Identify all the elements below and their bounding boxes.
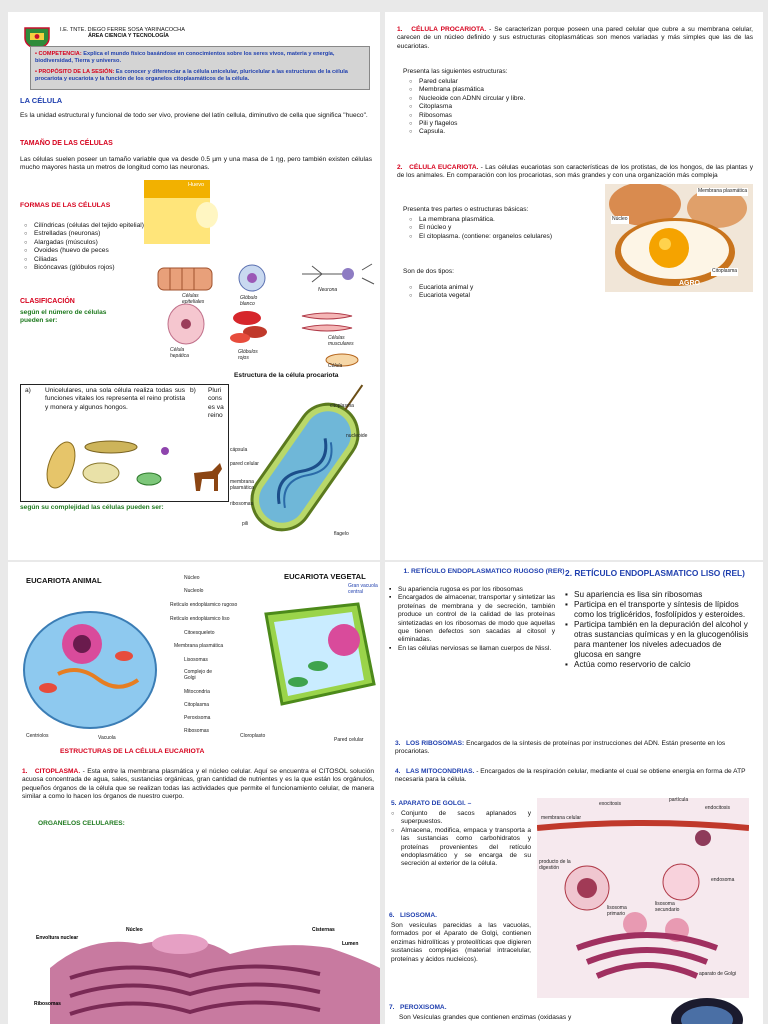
mitocondrias-section — [395, 768, 755, 785]
label-aparato-golgi: aparato de Golgi — [699, 971, 736, 977]
intro-text: Es la unidad estructural y funcional de todo ser vivo, proviene del latín cellula, diminutivo de cella que significa "hueco". — [20, 112, 368, 119]
mitocondrias-text: - Encargados de la respiración celular, mediante el cual se obtiene energía en forma de ATP necesaria para la célula. — [395, 768, 746, 784]
list-item: ▪ Encargados de almacenar, transportar y sintetizar las proteínas de membrana y de secreción, también produce un control de la calidad de las proteínas sintetizadas en los ribosomas de modo que aquellas que tienen defectos son sacadas al citosol y eliminadas. — [389, 594, 555, 644]
multicellular-box — [188, 384, 229, 502]
list-item: ○ Nucleoide con ADNN circular y libre. — [409, 95, 609, 103]
egg-photo — [605, 184, 753, 292]
size-text: Las células suelen poseer un tamaño variable que va desde 0.5 µm y una masa de 1 ηg, pero también existen células mucho mayores hasta un metros de longitud como las neuronas. — [20, 156, 372, 172]
eucariota-list — [409, 216, 589, 241]
list-item: ○ Ribosomas — [409, 112, 609, 120]
list-item: ○ Pared celular — [409, 78, 609, 86]
citoplasma-title: CITOPLASMA. — [34, 768, 81, 775]
label-gran-vacuola: Gran vacuola central — [348, 583, 378, 595]
label-membrana: membrana plasmática — [230, 479, 254, 491]
egg-label-citoplasma: Citoplasma — [712, 268, 738, 274]
list-item: ○ Eucariota animal y — [409, 284, 569, 292]
page-3 — [8, 562, 380, 1024]
label-lisosoma-prim: lisosoma primario — [607, 905, 627, 917]
list-item: ○ Ciliadas — [24, 256, 274, 264]
label-endocitosis: endocitosis — [705, 805, 731, 811]
list-item: ▪ Participa también en la depuración del alcohol y otras sustancias químicas y en la glucogenólisis para mantener los niveles adecuados de glucosa en sangre — [565, 620, 751, 660]
label-mitocondria: Mitocondria — [184, 689, 210, 695]
label-ribosomas: Ribosomas — [184, 728, 210, 734]
competencia-label: COMPETENCIA: — [38, 51, 82, 57]
label-cloroplasto: Cloroplasto — [240, 733, 266, 739]
eucariota-title: CÉLULA EUCARIOTA. — [409, 164, 479, 171]
label-vacuola: Vacuola — [98, 735, 116, 741]
list-item: ○ Ovoides (huevo de peces — [24, 247, 274, 255]
unicellular-box — [20, 384, 190, 502]
golgi-section — [391, 800, 535, 808]
label-pili: pili — [242, 521, 249, 527]
label-citoplasma: citoplasma — [330, 403, 354, 409]
multicellular-text: Pluri cons es va reino — [208, 387, 224, 420]
list-item: ○ El citoplasma. (contiene: organelos celulares) — [409, 233, 589, 241]
label-ribosomas: ribosomas — [230, 501, 254, 507]
label-flagelo: flagelo — [334, 531, 349, 537]
citoplasma-text: - Esta entre la membrana plasmática y el núcleo celular. Aquí se encuentra el CITOSOL solución acuosa concentrada de agua, sales, sustancias orgánicas, gran cantidad de nutrientes y es la que están los orgánulos, pequeños órganos de la célula que se realizan todas las actividades que permite el funcionamiento celular, de manera similar a como lo hacen los órganos de nuestro cuerpo. — [22, 768, 374, 801]
list-item: ○ Almacena, modifica, empaca y transporta a las sustancias como carbohidratos y proteínas provenientes del retículo endoplasmático y se encarga de su secreción al exterior de la célula. — [391, 827, 531, 869]
label-rel: Retículo endoplásmico liso — [170, 616, 230, 622]
label-pared: pared celular — [230, 461, 259, 467]
label-nucleo-er: Núcleo — [126, 927, 143, 933]
label-nucleoide: nucleoide — [346, 433, 368, 439]
list-item: ▪ Actúa como reservorio de calcio — [565, 660, 751, 670]
page-4 — [385, 562, 763, 1024]
eucariota-types-lead: Son de dos tipos: — [403, 268, 454, 275]
list-item: ▪ Su apariencia es lisa sin ribosomas — [565, 590, 751, 600]
label-capsula: cápsula — [230, 447, 248, 453]
procariota-figure — [230, 382, 380, 552]
list-item: ○ El núcleo y — [409, 224, 589, 232]
objectives-box — [30, 46, 370, 90]
peroxisoma-section — [389, 1004, 649, 1012]
eucariota-text: - Las células eucariotas son características de los protistas, de los hongos, de las plantas y de los animales. En comparación con los procariotas, son más grandes y con una organización más compleja — [397, 164, 753, 180]
estructuras-title: ESTRUCTURAS DE LA CÉLULA EUCARIOTA — [60, 748, 205, 755]
ribosomas-section — [395, 740, 755, 757]
peroxisoma-text: Son Vesículas grandes que contienen enzimas (oxidasas y — [399, 1014, 572, 1021]
page-2 — [385, 12, 763, 560]
list-item: ○ Capsula. — [409, 128, 609, 136]
list-item: ▪ Participa en el transporte y síntesis de lípidos como los triglicéridos, fosfolípidos y esteroides. — [565, 600, 751, 620]
label-lisosoma-sec: lisosoma secundario — [655, 901, 680, 913]
golgi-diagram — [537, 798, 749, 998]
label-cisternas: Cisternas — [312, 927, 335, 933]
list-item: ○ Conjunto de sacos aplanados y superpuestos. — [391, 810, 531, 827]
label-exocitosis: exocitosis — [599, 801, 621, 807]
egg-label-membrana: Membrana plasmática — [698, 188, 748, 194]
label-lisosomas: Lisosomas — [184, 657, 208, 663]
procariota-section — [397, 26, 753, 51]
list-item: ○ Bicóncavas (glóbulos rojos) — [24, 264, 274, 272]
ribosomas-text: Encargados de la síntesis de proteínas por instrucciones del ADN. Están presente en los procariotas. — [395, 740, 726, 756]
label-pared-celular: Pared celular — [334, 737, 364, 743]
label-particula: partícula — [669, 797, 689, 803]
horse-drawing — [190, 459, 226, 495]
animal-title: EUCARIOTA ANIMAL — [26, 576, 102, 585]
area-name: ÁREA CIENCIA Y TECNOLOGÍA — [88, 33, 169, 39]
label-white-cell: Glóbulo blanco — [240, 295, 258, 307]
label-b: b) — [190, 387, 196, 394]
school-name: I.E. TNTE. DIEGO FERRE SOSA YARINACOCHA — [60, 27, 185, 33]
list-item: ○ Cilíndricas (células del tejido epitelial) — [24, 222, 274, 230]
classification-title: CLASIFICACIÓN — [20, 298, 75, 305]
eucariota-types-list — [409, 284, 569, 301]
protists-drawing — [31, 437, 181, 497]
label-epithelial: Células epiteliales — [182, 293, 205, 305]
egg-label-nucleo: Núcleo — [612, 216, 628, 222]
golgi-num: 5. — [391, 800, 397, 807]
ribosomas-title: LOS RIBOSOMAS: — [406, 740, 465, 747]
eucariota-num: 2. — [397, 164, 403, 171]
lisosoma-title: LISOSOMA. — [400, 912, 437, 919]
unicellular-text: Unicelulares, una sola célula realiza todas sus funciones vitales los representa el reino protista y monera y algunos hongos. — [45, 387, 185, 411]
ribosomas-num: 3. — [395, 740, 401, 747]
label-hepatic: Célula hepática — [170, 347, 189, 359]
label-golgi: Complejo de Golgi — [184, 669, 213, 681]
label-membrana: Membrana plasmática — [174, 643, 224, 649]
rer-list — [389, 586, 555, 653]
eucariota-lead: Presenta tres partes o estructuras básicas: — [403, 206, 529, 213]
label-envoltura: Envoltura nuclear — [36, 935, 79, 941]
cell-shapes-illustration — [152, 260, 378, 372]
lisosoma-text: Son vesículas parecidas a las vacuolas, formados por el Aparato de Golgi, contienen enzimas hidrolíticas y proteolíticas que digieren sustancias complejas (material intracelular, proteínas y ácidos nucleicos). — [391, 922, 531, 963]
list-item: ○ Membrana plasmática — [409, 86, 609, 94]
label-citoplasma: Citoplasma — [184, 702, 210, 708]
label-rer: Retículo endoplásmico rugoso — [170, 602, 238, 608]
golgi-list — [391, 810, 531, 869]
rel-list — [565, 590, 751, 670]
label-cell: Célula — [328, 363, 343, 369]
peroxisoma-title: PEROXISOMA. — [400, 1004, 447, 1011]
mitocondrias-title: LAS MITOCONDRIAS. — [406, 768, 475, 775]
label-endosoma: endosoma — [711, 877, 735, 883]
list-item: ○ Estrelladas (neuronas) — [24, 230, 274, 238]
er-figure — [30, 918, 380, 1024]
procariota-list — [409, 78, 609, 137]
label-lumen: Lumen — [342, 941, 359, 947]
egg-drawing — [605, 184, 753, 292]
list-item: ○ Eucariota vegetal — [409, 292, 569, 300]
list-item: ○ Pili y flagelos — [409, 120, 609, 128]
complexity-text: según su complejidad las células pueden ser: — [20, 504, 164, 511]
label-neuron: Neurona — [318, 287, 338, 293]
plant-title: EUCARIOTA VEGETAL — [284, 572, 366, 581]
er-drawing — [30, 918, 380, 1024]
golgi-title: APARATO DE GOLGI. – — [398, 800, 472, 807]
rer-title: 1. RETÍCULO ENDOPLASMATICO RUGOSO (RER) — [403, 568, 565, 575]
intro-title: LA CÉLULA — [20, 96, 63, 105]
rel-title: 2. RETÍCULO ENDOPLASMATICO LISO (REL) — [565, 568, 745, 578]
label-ribosomas-er: Ribosomas — [34, 1001, 61, 1007]
label-producto: producto de la digestión — [539, 859, 571, 871]
eucariota-section — [397, 164, 753, 181]
peroxisome-drawing — [667, 994, 747, 1024]
label-citoesqueleto: Citoesqueleto — [184, 630, 215, 636]
agro-logo: AGRO — [679, 280, 700, 287]
competencia-text: Explica el mundo físico basándose en conocimientos sobre los seres vivos, materia y energía, biodiversidad, Tierra y universo. — [35, 51, 335, 64]
label-centriolos: Centriolos — [26, 733, 49, 739]
label-nucleolo: Nucleolo — [184, 588, 204, 594]
list-item: ▪ Su apariencia rugosa es por los ribosomas — [389, 586, 555, 594]
procariota-num: 1. — [397, 26, 403, 33]
label-red-cells: Glóbulos rojos — [238, 349, 258, 361]
proposito-text: Es conocer y diferenciar a la célula unicelular, pluricelular a las estructuras de la célula procariota y eucariota y la función de los organelos citoplasmáticos de la célula. — [35, 69, 348, 82]
organelos-title: ORGANELOS CELULARES: — [38, 820, 125, 827]
label-membrana-celular: membrana celular — [541, 815, 582, 821]
procariota-lead: Presenta las siguientes estructuras: — [403, 68, 508, 75]
label-peroxisoma: Peroxisoma — [184, 715, 211, 721]
citoplasma-num: 1. — [22, 768, 28, 775]
label-muscle: Células musculares — [328, 335, 354, 347]
proposito: • PROPÓSITO DE LA SESIÓN: Es conocer y diferenciar a la célula unicelular, pluricelular a las estructuras de la célula procariota y eucariota y la función de los organelos citoplasmáticos de la célula. — [35, 69, 348, 82]
page-1 — [8, 12, 380, 560]
competencia: • COMPETENCIA: Explica el mundo físico basándose en conocimientos sobre los seres vivos, materia y energía, biodiversidad, Tierra y universo. — [35, 51, 335, 64]
peroxisoma-num: 7. — [389, 1004, 395, 1011]
lisosoma-section — [389, 912, 533, 920]
list-item: ○ Citoplasma — [409, 103, 609, 111]
procariota-figure-title: Estructura de la célula procariota — [234, 372, 339, 379]
citoplasma-section — [22, 768, 374, 802]
proposito-label: PROPÓSITO DE LA SESIÓN: — [38, 69, 115, 75]
label-nucleo: Núcleo — [184, 575, 200, 581]
mitocondrias-num: 4. — [395, 768, 401, 775]
classification-subtitle: según el número de células pueden ser: — [20, 309, 107, 325]
size-title: TAMAÑO DE LAS CÉLULAS — [20, 140, 113, 147]
lisosoma-num: 6. — [389, 912, 395, 919]
forms-title: FORMAS DE LAS CÉLULAS — [20, 202, 111, 209]
label-a: a) — [25, 387, 31, 394]
egg-label: Huevo — [188, 182, 205, 188]
procariota-text: - Se caracterizan porque poseen una pared celular que cubre a su membrana celular, carecen de un núcleo definido y sus estructuras citoplasmáticas son menos variadas y más simples que las de las eucariotas. — [397, 26, 753, 50]
list-item: ○ La membrana plasmática. — [409, 216, 589, 224]
golgi-drawing — [537, 798, 749, 998]
list-item: ▪ En las células nerviosas se llaman cuerpos de Nissl. — [389, 645, 555, 653]
list-item: ○ Alargadas (músculos) — [24, 239, 274, 247]
procariota-title: CÉLULA PROCARIOTA. — [411, 26, 487, 33]
